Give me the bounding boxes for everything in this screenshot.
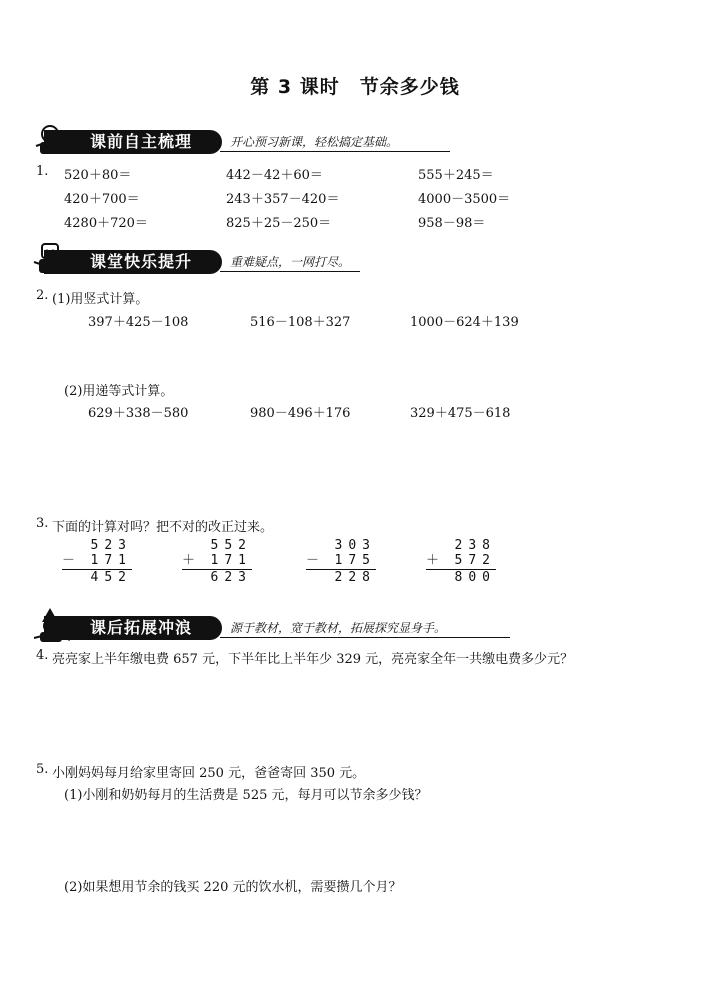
question-number: 5.	[36, 762, 49, 777]
exercise-item: 397＋425－108	[88, 315, 189, 330]
question-part-text: (2)如果想用节余的钱买 220 元的饮水机，需要攒几个月？	[64, 880, 402, 895]
question-number: 2.	[36, 288, 49, 303]
section-banner-after	[30, 616, 680, 640]
question-number: 1.	[36, 164, 49, 179]
exercise-item: 629＋338－580	[88, 406, 189, 421]
divider	[220, 271, 360, 272]
section-note: 源于教材，宽于教材，拓展探究显身手。	[230, 621, 447, 635]
divider	[220, 151, 450, 152]
calc-bottom: 175	[334, 553, 376, 568]
exercise-item: 4280＋720＝	[64, 216, 148, 231]
calc-top: 238	[454, 538, 496, 553]
exercise-item: 825＋25－250＝	[226, 216, 332, 231]
question-text: 小刚妈妈每月给家里寄回 250 元，爸爸寄回 350 元。	[52, 766, 366, 781]
question-number: 3.	[36, 516, 49, 531]
exercise-item: 980－496＋176	[250, 406, 351, 421]
exercise-item: 516－108＋327	[250, 315, 351, 330]
calc-operator: ＋	[182, 553, 196, 568]
vertical-calculation	[306, 538, 376, 585]
section-banner-class	[30, 250, 680, 274]
exercise-item: 958－98＝	[418, 216, 486, 231]
question-text: 下面的计算对吗？把不对的改正过来。	[52, 520, 274, 535]
calc-operator: －	[62, 553, 76, 568]
calc-bottom: 171	[210, 553, 252, 568]
section-label: 课前自主梳理	[44, 130, 222, 154]
calc-bottom: 572	[454, 553, 496, 568]
calc-bottom: 171	[90, 553, 132, 568]
page-title: 第 3 课时 节余多少钱	[250, 76, 460, 98]
calc-operator: －	[306, 553, 320, 568]
section-label: 课后拓展冲浪	[44, 616, 222, 640]
exercise-item: 420＋700＝	[64, 192, 140, 207]
vertical-calculation	[182, 538, 252, 585]
exercise-item: 442－42＋60＝	[226, 168, 323, 183]
exercise-item: 555＋245＝	[418, 168, 494, 183]
section-label: 课堂快乐提升	[44, 250, 222, 274]
exercise-item: 520＋80＝	[64, 168, 132, 183]
exercise-item: 4000－3500＝	[418, 192, 511, 207]
calc-result: 623	[210, 570, 252, 585]
exercise-item: 243＋357－420＝	[226, 192, 340, 207]
question-part-text: (1)小刚和奶奶每月的生活费是 525 元，每月可以节余多少钱？	[64, 788, 428, 803]
vertical-calculation	[426, 538, 496, 585]
calc-top: 552	[210, 538, 252, 553]
exercise-item: 1000－624＋139	[410, 315, 519, 330]
question-text: 亮亮家上半年缴电费 657 元，下半年比上半年少 329 元，亮亮家全年一共缴电费多少元？	[52, 652, 574, 667]
divider	[220, 637, 510, 638]
section-banner-preview	[30, 130, 680, 154]
question-part-label: (2)用递等式计算。	[64, 384, 174, 399]
exercise-item: 329＋475－618	[410, 406, 511, 421]
section-note: 开心预习新课，轻松搞定基础。	[230, 135, 399, 149]
vertical-calculation	[62, 538, 132, 585]
section-note: 重难疑点，一网打尽。	[230, 255, 351, 269]
calc-top: 523	[90, 538, 132, 553]
calc-operator: ＋	[426, 553, 440, 568]
calc-result: 800	[454, 570, 496, 585]
question-number: 4.	[36, 648, 49, 663]
question-part-label: (1)用竖式计算。	[52, 292, 149, 307]
calc-top: 303	[334, 538, 376, 553]
calc-result: 452	[90, 570, 132, 585]
calc-result: 228	[334, 570, 376, 585]
